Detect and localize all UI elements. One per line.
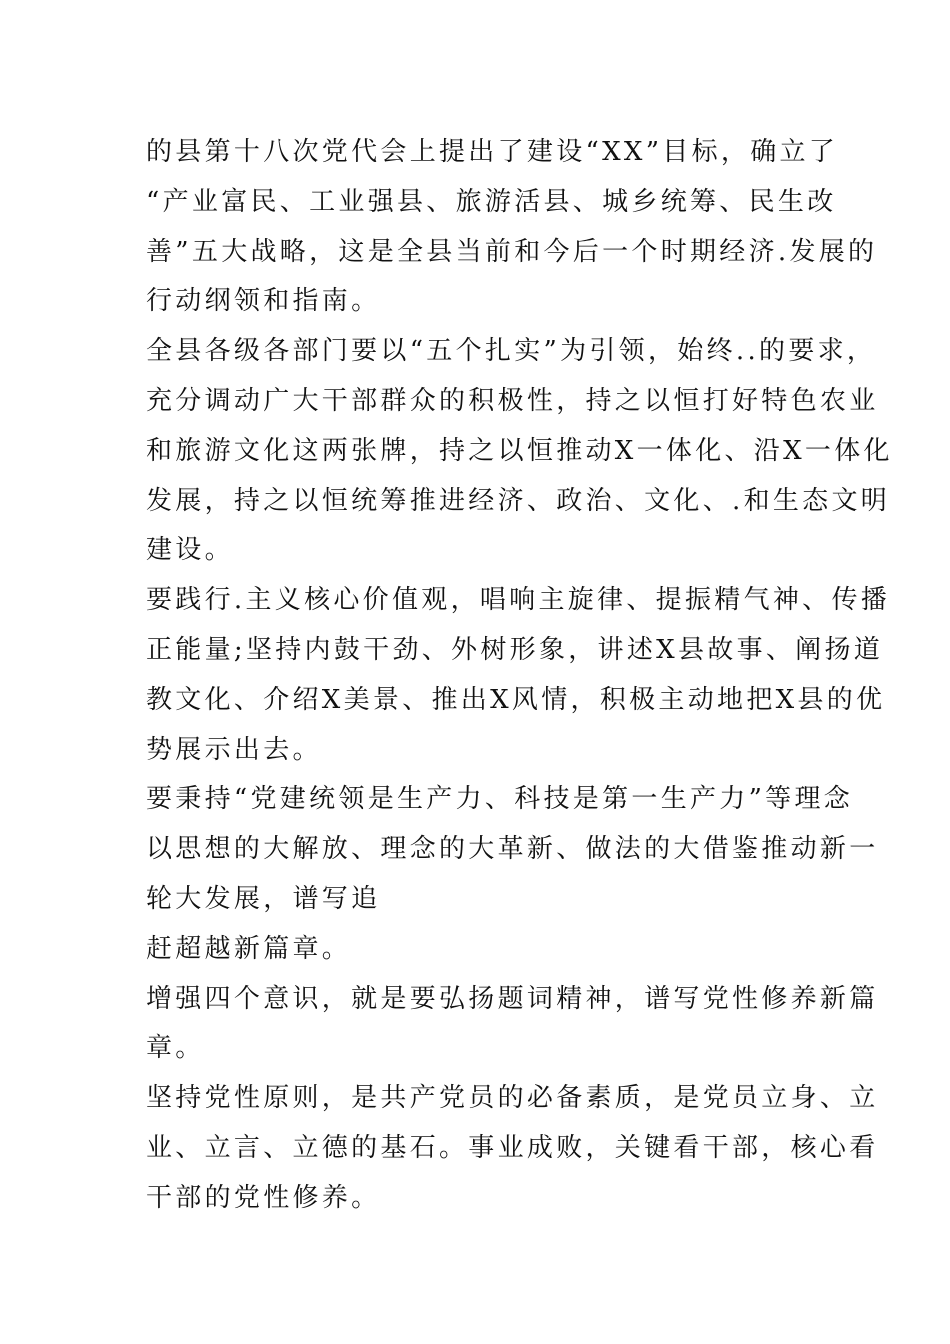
text-line: 正能量;坚持内鼓干劲、外树形象，讲述X县故事、阐扬道	[146, 634, 884, 665]
text-line: 的县第十八次党代会上提出了建设“XX”目标，确立了	[146, 137, 839, 167]
text-line: 势展示出去。	[146, 734, 322, 765]
text-line: 以思想的大解放、理念的大革新、做法的大借鉴推动新一	[146, 834, 879, 865]
text-line: 章。	[146, 1033, 205, 1064]
text-line: “产业富民、工业强县、旅游活县、城乡统筹、民生改	[146, 186, 837, 217]
text-line: 发展，持之以恒统筹推进经济、政治、文化、.和生态文明	[146, 485, 891, 516]
text-line: 建设。	[146, 535, 234, 566]
body-text	[146, 128, 893, 1224]
text-line: 要秉持“党建统领是生产力、科技是第一生产力”等理念	[146, 784, 854, 815]
text-line: 充分调动广大干部群众的积极性，持之以恒打好特色农业	[146, 385, 879, 416]
text-line: 业、立言、立德的基石。事业成败，关键看干部，核心看	[146, 1132, 879, 1163]
text-line: 干部的党性修养。	[146, 1182, 381, 1213]
text-line: 和旅游文化这两张牌，持之以恒推动X一体化、沿X一体化	[146, 435, 893, 466]
text-line: 全县各级各部门要以“五个扎实”为引领，始终..的要求，	[146, 336, 877, 367]
text-line: 教文化、介绍X美景、推出X风情，积极主动地把X县的优	[146, 684, 886, 715]
text-line: 赶超越新篇章。	[146, 933, 352, 964]
text-line: 行动纲领和指南。	[146, 286, 381, 317]
text-line: 轮大发展，谱写追	[146, 883, 381, 914]
text-line: 善”五大战略，这是全县当前和今后一个时期经济.发展的	[146, 236, 878, 267]
text-line: 增强四个意识，就是要弘扬题词精神，谱写党性修养新篇	[146, 983, 879, 1014]
text-line: 要践行.主义核心价值观，唱响主旋律、提振精气神、传播	[146, 585, 891, 616]
text-line: 坚持党性原则，是共产党员的必备素质，是党员立身、立	[146, 1083, 879, 1114]
